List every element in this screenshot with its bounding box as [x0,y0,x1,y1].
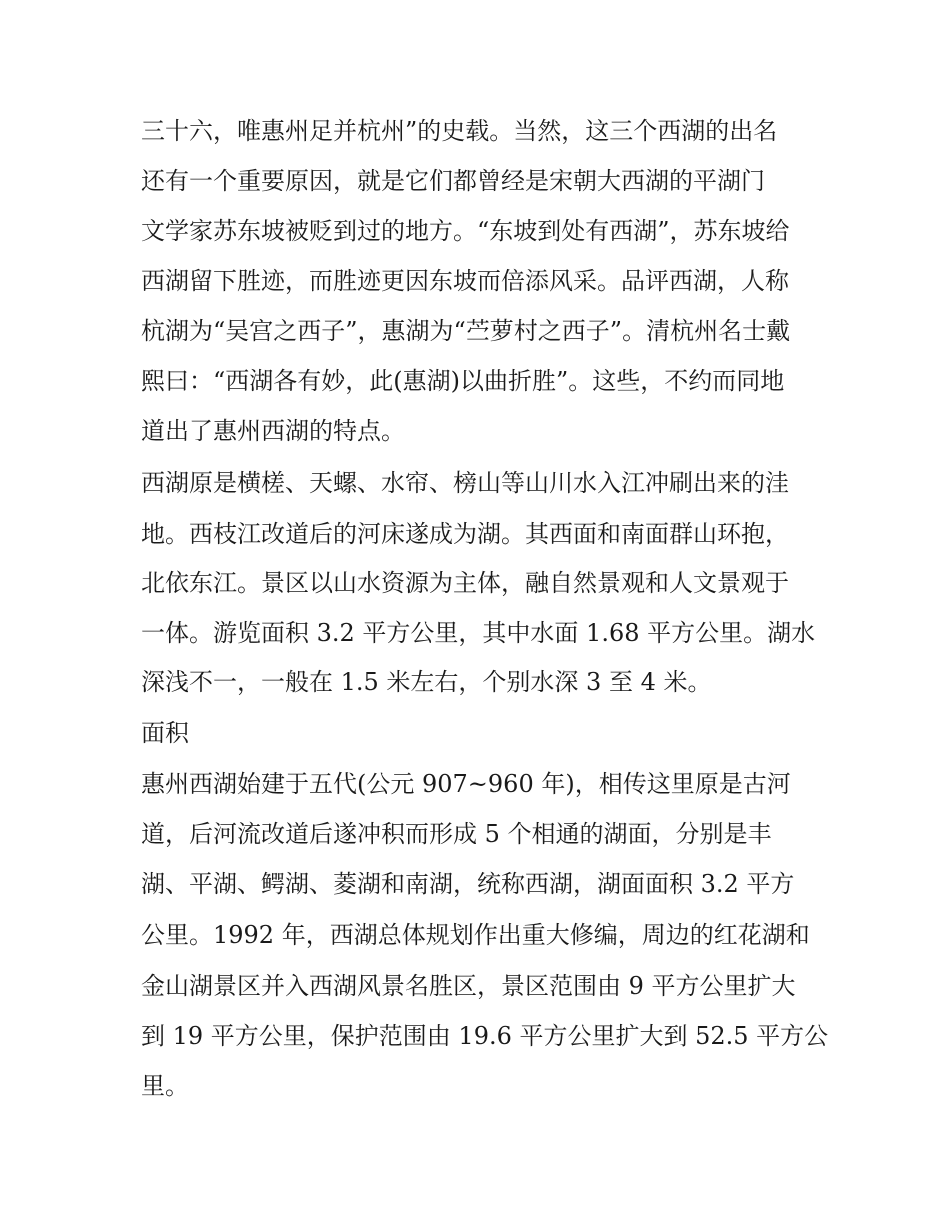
text-line: 湖、平湖、鳄湖、菱湖和南湖，统称西湖，湖面面积 3.2 平方 [141,870,795,898]
text-line: 地。西枝江改道后的河床遂成为湖。其西面和南面群山环抱， [141,520,789,548]
text-line: 道出了惠州西湖的特点。 [141,417,405,445]
text-line: 道，后河流改道后遂冲积而形成 5 个相通的湖面，分别是丰 [141,820,772,848]
text-line: 金山湖景区并入西湖风景名胜区，景区范围由 9 平方公里扩大 [141,972,796,1000]
text-line: 一体。游览面积 3.2 平方公里，其中水面 1.68 平方公里。湖水 [141,619,816,647]
text-line: 文学家苏东坡被贬到过的地方。“东坡到处有西湖”，苏东坡给 [141,217,790,245]
text-line: 到 19 平方公里，保护范围由 19.6 平方公里扩大到 52.5 平方公 [141,1022,829,1050]
text-line: 杭湖为“吴宫之西子”，惠湖为“苎萝村之西子”。清杭州名士戴 [141,317,791,345]
text-line: 三十六，唯惠州足并杭州”的史载。当然，这三个西湖的出名 [141,117,778,145]
text-line: 西湖留下胜迹，而胜迹更因东坡而倍添风采。品评西湖，人称 [141,267,789,295]
text-line: 公里。1992 年，西湖总体规划作出重大修编，周边的红花湖和 [141,921,810,949]
text-line: 熙曰：“西湖各有妙，此(惠湖)以曲折胜”。这些，不约而同地 [141,367,785,395]
text-line: 北依东江。景区以山水资源为主体，融自然景观和人文景观于 [141,569,789,597]
section-heading: 面积 [141,719,189,747]
text-line: 里。 [141,1072,189,1100]
text-line: 惠州西湖始建于五代(公元 907~960 年)，相传这里原是古河 [141,770,791,798]
text-line: 西湖原是横槎、天螺、水帘、榜山等山川水入江冲刷出来的洼 [141,469,789,497]
text-line: 还有一个重要原因，就是它们都曾经是宋朝大西湖的平湖门 [141,167,765,195]
text-line: 深浅不一，一般在 1.5 米左右，个别水深 3 至 4 米。 [141,668,712,696]
